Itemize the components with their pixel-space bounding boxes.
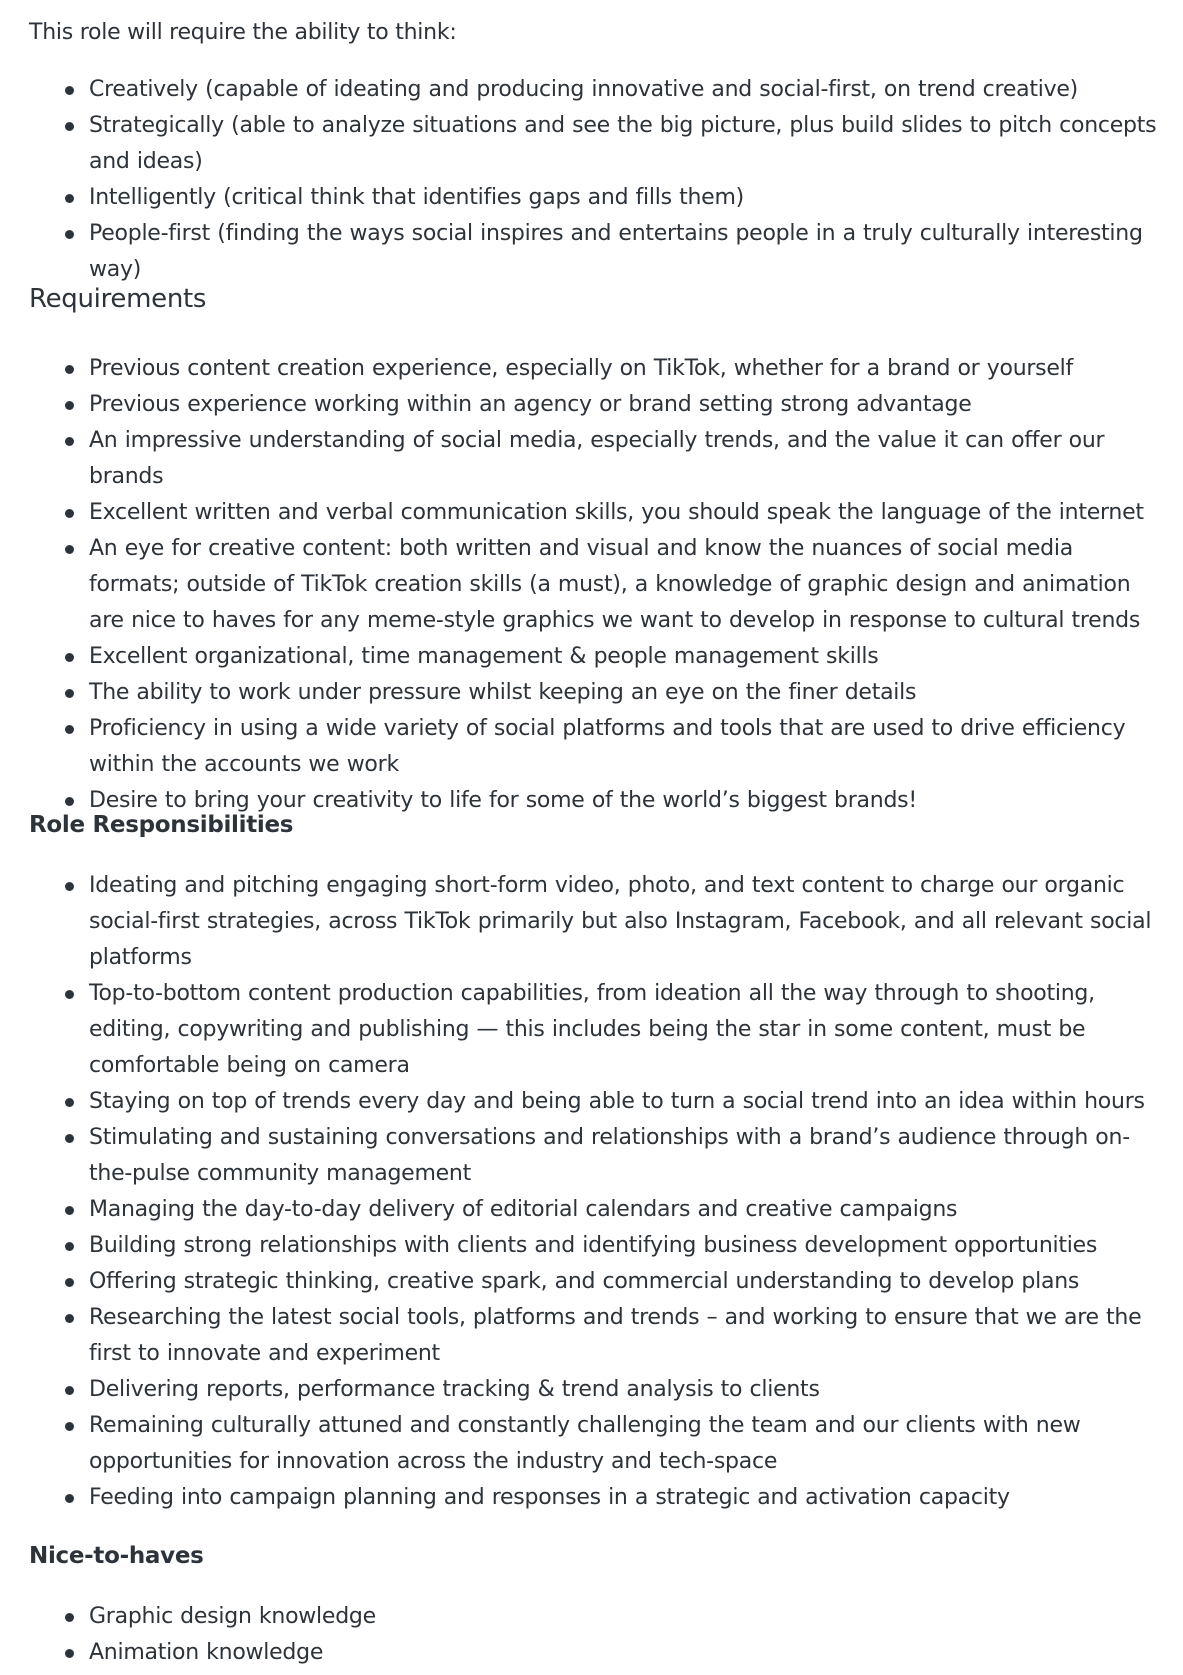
list-item-text: Staying on top of trends every day and being able to turn a social trend into an idea within hours: [89, 1089, 1145, 1114]
list-item: [29, 1635, 1169, 1671]
list-item: [29, 531, 1169, 639]
bullet-icon: [65, 401, 74, 410]
bullet-icon: [65, 1098, 74, 1107]
bullet-icon: [65, 1422, 74, 1431]
list-item: [29, 1084, 1169, 1120]
list-item-text: An impressive understanding of social media, especially trends, and the value it can offer our brands: [89, 428, 1105, 489]
list-item: [29, 351, 1169, 387]
bullet-icon: [65, 797, 74, 806]
list-item: [29, 639, 1169, 675]
list-item-text: Remaining culturally attuned and constantly challenging the team and our clients with new opportunities for innovation across the industry and tech-space: [89, 1413, 1081, 1474]
list-item: [29, 1300, 1169, 1372]
list-item: [29, 868, 1169, 976]
list-item: [29, 976, 1169, 1084]
list-item-text: The ability to work under pressure whilst keeping an eye on the finer details: [89, 680, 917, 705]
list-item-text: Managing the day-to-day delivery of editorial calendars and creative campaigns: [89, 1197, 958, 1222]
list-item-text: Proficiency in using a wide variety of social platforms and tools that are used to drive efficiency within the accounts we work: [89, 716, 1126, 777]
list-item: [29, 1372, 1169, 1408]
list-item-text: Offering strategic thinking, creative spark, and commercial understanding to develop plans: [89, 1269, 1080, 1294]
list-item-text: Top-to-bottom content production capabilities, from ideation all the way through to shooting, editing, copywriting and publishing — this includes being the star in some content, must be comfortable being on camera: [89, 981, 1095, 1078]
list-item: [29, 180, 1169, 216]
list-item-text: Previous experience working within an agency or brand setting strong advantage: [89, 392, 972, 417]
bullet-icon: [65, 653, 74, 662]
list-item: [29, 216, 1169, 288]
intro-text: This role will require the ability to think:: [29, 20, 457, 45]
list-item-text: Feeding into campaign planning and responses in a strategic and activation capacity: [89, 1485, 1010, 1510]
think-list: [29, 72, 1169, 288]
bullet-icon: [65, 1278, 74, 1287]
list-item-text: Researching the latest social tools, platforms and trends – and working to ensure that we are the first to innovate and experiment: [89, 1305, 1142, 1366]
list-item-text: Previous content creation experience, especially on TikTok, whether for a brand or yourself: [89, 356, 1074, 381]
list-item: [29, 1228, 1169, 1264]
list-item: [29, 675, 1169, 711]
bullet-icon: [65, 1494, 74, 1503]
list-item-text: Excellent written and verbal communication skills, you should speak the language of the internet: [89, 500, 1144, 525]
bullet-icon: [65, 1134, 74, 1143]
list-item: [29, 1120, 1169, 1192]
list-item: [29, 423, 1169, 495]
bullet-icon: [65, 1206, 74, 1215]
list-item-text: Ideating and pitching engaging short-form video, photo, and text content to charge our organic social-first strategies, across TikTok primarily but also Instagram, Facebook, and all relevant social platforms: [89, 873, 1152, 970]
list-item: [29, 711, 1169, 783]
requirements-list: [29, 351, 1169, 819]
list-item-text: Strategically (able to analyze situations and see the big picture, plus build slides to pitch concepts and ideas): [89, 113, 1157, 174]
list-item: [29, 1264, 1169, 1300]
bullet-icon: [65, 194, 74, 203]
list-item-text: Animation knowledge: [89, 1640, 324, 1665]
bullet-icon: [65, 1649, 74, 1658]
list-item-text: Building strong relationships with clients and identifying business development opportunities: [89, 1233, 1098, 1258]
list-item-text: People-first (finding the ways social inspires and entertains people in a truly culturally interesting way): [89, 221, 1143, 282]
list-item: [29, 1192, 1169, 1228]
bullet-icon: [65, 545, 74, 554]
list-item-text: Desire to bring your creativity to life for some of the world’s biggest brands!: [89, 788, 917, 813]
list-item: [29, 495, 1169, 531]
role-responsibilities-list: [29, 868, 1169, 1516]
list-item: [29, 1408, 1169, 1480]
bullet-icon: [65, 230, 74, 239]
list-item-text: Creatively (capable of ideating and producing innovative and social-first, on trend creative): [89, 77, 1078, 102]
bullet-icon: [65, 689, 74, 698]
list-item: [29, 387, 1169, 423]
list-item: [29, 108, 1169, 180]
bullet-icon: [65, 1386, 74, 1395]
bullet-icon: [65, 882, 74, 891]
bullet-icon: [65, 365, 74, 374]
role-responsibilities-heading: Role Responsibilities: [29, 812, 294, 838]
bullet-icon: [65, 1613, 74, 1622]
bullet-icon: [65, 122, 74, 131]
list-item: [29, 1599, 1169, 1635]
list-item: [29, 72, 1169, 108]
bullet-icon: [65, 1242, 74, 1251]
list-item: [29, 1480, 1169, 1516]
list-item-text: An eye for creative content: both written and visual and know the nuances of social media formats; outside of TikTok creation skills (a must), a knowledge of graphic design and animation are nice to haves for any meme-style graphics we want to develop in response to cultural trends: [89, 536, 1141, 633]
bullet-icon: [65, 1314, 74, 1323]
list-item-text: Stimulating and sustaining conversations and relationships with a brand’s audience through on-the-pulse community management: [89, 1125, 1130, 1186]
list-item-text: Graphic design knowledge: [89, 1604, 376, 1629]
bullet-icon: [65, 509, 74, 518]
bullet-icon: [65, 86, 74, 95]
nice-to-haves-heading: Nice-to-haves: [29, 1543, 204, 1569]
list-item-text: Excellent organizational, time management & people management skills: [89, 644, 879, 669]
list-item-text: Intelligently (critical think that identifies gaps and fills them): [89, 185, 744, 210]
nice-to-haves-list: [29, 1599, 1169, 1671]
bullet-icon: [65, 725, 74, 734]
requirements-heading: Requirements: [29, 284, 207, 314]
list-item-text: Delivering reports, performance tracking & trend analysis to clients: [89, 1377, 820, 1402]
bullet-icon: [65, 990, 74, 999]
bullet-icon: [65, 437, 74, 446]
